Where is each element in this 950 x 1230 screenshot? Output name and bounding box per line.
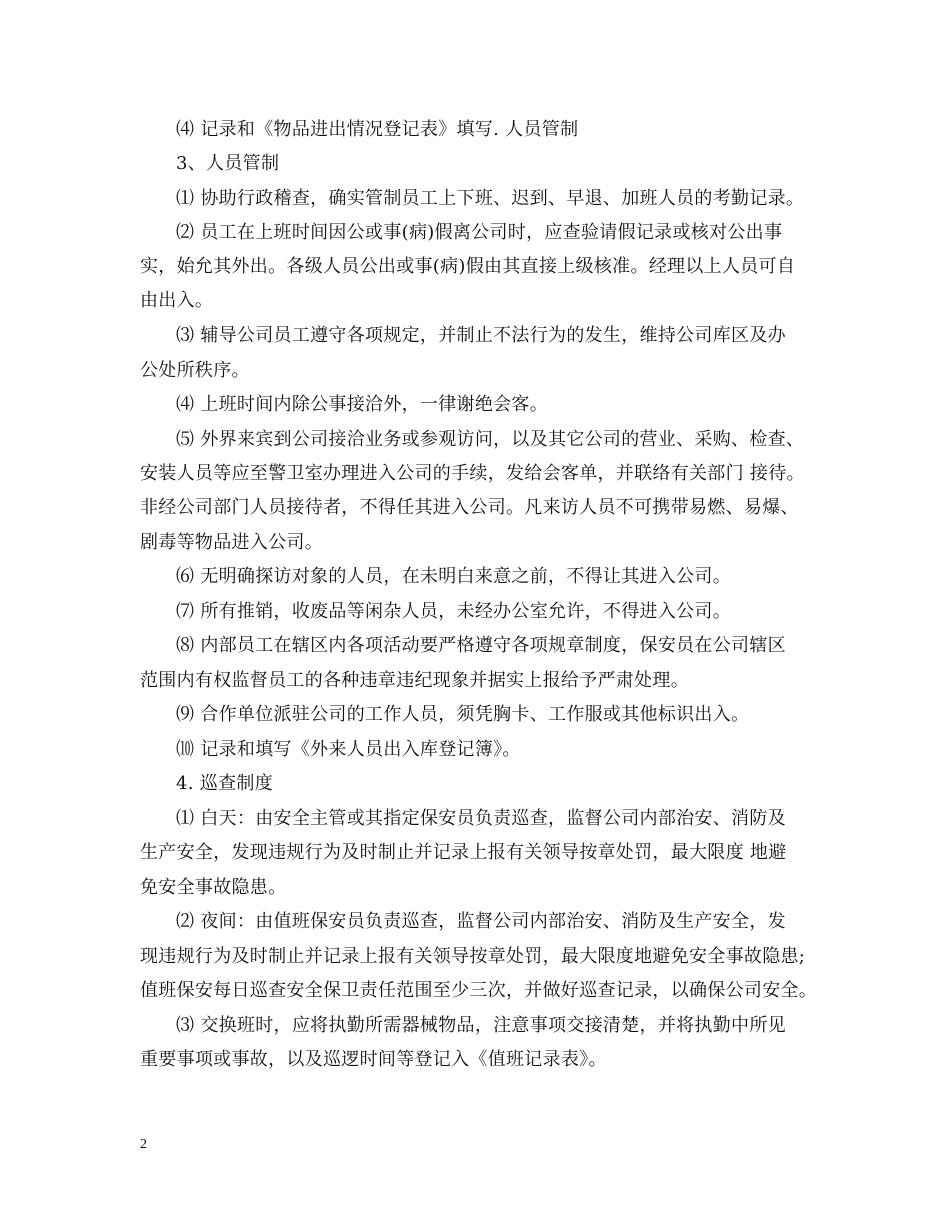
text-line: ⑽ 记录和填写《外来人员出入库登记簿》。 (176, 739, 521, 760)
text-line: 值班保安每日巡查安全保卫责任范围至少三次，并做好巡查记录，以确保公司安全。 (140, 980, 818, 1001)
text-line: 现违规行为及时制止并记录上报有关领导按章处罚，最大限度地避免安全事故隐患; (140, 946, 806, 967)
text-line: 范围内有权监督员工的各种违章违纪现象并据实上报给予严肃处理。 (140, 670, 689, 691)
text-line: ⑵ 夜间：由值班保安员负责巡查，监督公司内部治安、消防及生产安全，发 (176, 911, 786, 932)
page-number: 2 (140, 1137, 147, 1152)
section-heading: 4. 巡查制度 (176, 773, 273, 794)
text-line: 生产安全，发现违规行为及时制止并记录上报有关领导按章处罚，最大限度 地避 (140, 842, 787, 863)
text-line: 非经公司部门人员接待者，不得任其进入公司。凡来访人员不可携带易燃、易爆、 (140, 497, 799, 518)
text-line: 实，始允其外出。各级人员公出或事(病)假由其直接上级核准。经理以上人员可自 (140, 256, 796, 277)
text-line: ⑻ 内部员工在辖区内各项活动要严格遵守各项规章制度，保安员在公司辖区 (176, 635, 786, 656)
text-line: ⑷ 上班时间内除公事接洽外，一律谢绝会客。 (176, 394, 549, 415)
text-line: 免安全事故隐患。 (140, 877, 287, 898)
text-line: ⑷ 记录和《物品进出情况登记表》填写. 人员管制 (176, 119, 579, 140)
text-line: ⑵ 员工在上班时间因公或事(病)假离公司时，应查验请假记录或核对公出事 (176, 222, 783, 243)
text-line: 重要事项或事故，以及巡逻时间等登记入《值班记录表》。 (140, 1049, 607, 1070)
text-line: ⑶ 交换班时，应将执勤所需器械物品，注意事项交接清楚，并将执勤中所见 (176, 1015, 786, 1036)
section-heading: 3、人员管制 (176, 153, 280, 174)
text-line: ⑼ 合作单位派驻公司的工作人员，须凭胸卡、工作服或其他标识出入。 (176, 704, 750, 725)
text-line: ⑴ 协助行政稽查，确实管制员工上下班、迟到、早退、加班人员的考勤记录。 (176, 188, 805, 209)
text-line: ⑴ 白天：由安全主管或其指定保安员负责巡查，监督公司内部治安、消防及 (176, 808, 786, 829)
text-line: ⑹ 无明确探访对象的人员，在未明白来意之前，不得让其进入公司。 (176, 566, 732, 587)
text-line: ⑸ 外界来宾到公司接洽业务或参观访问，以及其它公司的营业、采购、检查、 (176, 429, 805, 450)
text-line: 公处所秩序。 (140, 360, 250, 381)
text-line: ⑶ 辅导公司员工遵守各项规定，并制止不法行为的发生，维持公司库区及办 (176, 325, 786, 346)
text-line: ⑺ 所有推销，收废品等闲杂人员，未经办公室允许，不得进入公司。 (176, 601, 732, 622)
text-line: 剧毒等物品进入公司。 (140, 532, 323, 553)
text-line: 安装人员等应至警卫室办理进入公司的手续，发给会客单，并联络有关部门 接待。 (140, 463, 805, 484)
text-line: 由出入。 (140, 290, 214, 311)
